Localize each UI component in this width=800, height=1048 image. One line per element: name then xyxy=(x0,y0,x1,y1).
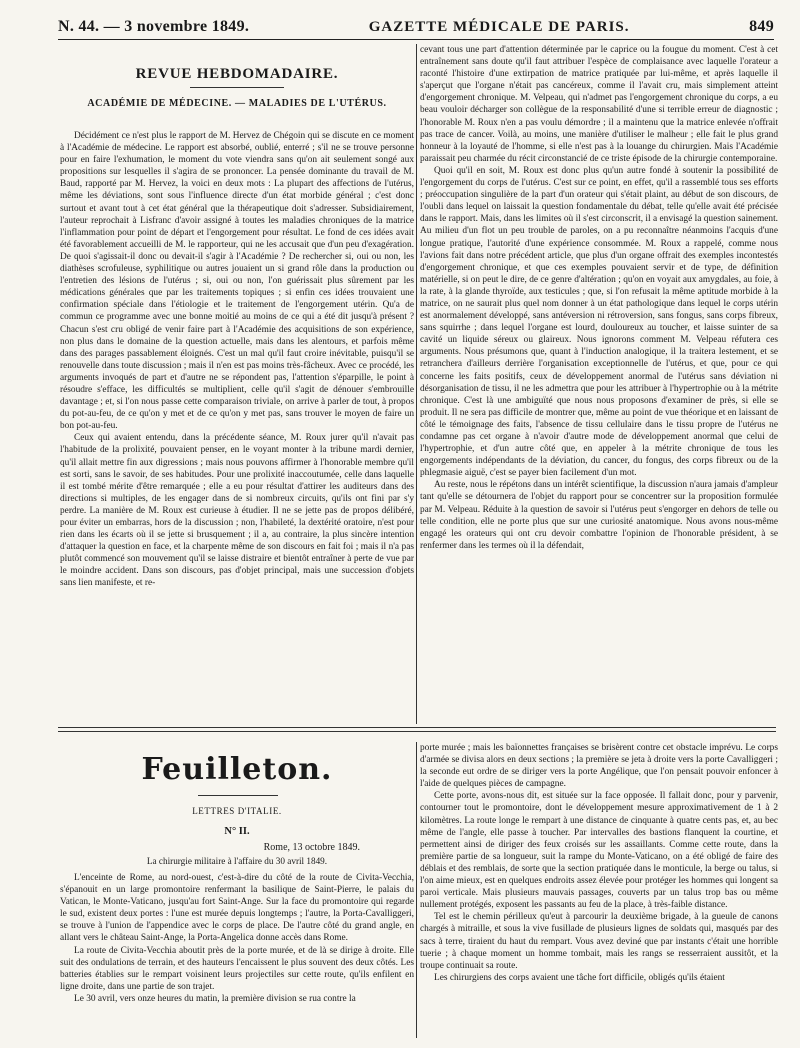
feuilleton-separator-thin xyxy=(58,731,776,732)
section-subtitle: ACADÉMIE DE MÉDECINE. — MALADIES DE L'UTÉRUS. xyxy=(87,98,387,109)
article-right-column xyxy=(420,44,778,722)
paragraph: Les chirurgiens des corps avaient une tâche fort difficile, obligés qu'ils étaient xyxy=(434,972,725,983)
paragraph: La route de Civita-Vecchia aboutit près de la porte murée, et de là se dirige à droite. Elle suit des ondulations de terrain, et des hauteurs l'encaissent le plus souvent des deux côtés. Les batteries établies sur le rempart voisinent leurs projectiles sur cette route, qu'ils enfilent en ligne droite, dans une partie de son trajet. xyxy=(60,945,414,992)
page-number: 849 xyxy=(749,18,774,35)
paragraph: Cette porte, avons-nous dit, est située sur la face opposée. Il fallait donc, pour y parvenir, contourner tout le promontoire, dont le développement mesure approximativement de 1 à 2 kilomètres. La route longe le rempart à une distance de cinquante à quatre cents pas, et, au bec même de l'angle, elle passe à toucher. Par intervalles des bastions flanquent la courtine, et permettent ainsi de diriger des feux croisés sur les assaillants. Comme cette route, dans la première partie de sa longueur, suit la rampe du Monte-Vaticano, on a été obligé de faire des déblais et des remblais, de sorte que la section pratiquée dans le monticule, la berge ou talus, si l'on aime mieux, est en quelques endroits assez élevée pour protéger les hommes qui longent sa paroi verticale. Mais plusieurs mauvais passages, couverts par un talus trop bas ou même nullement protégés, exposent les passants au feu de la place, à très-faible distance. xyxy=(420,791,778,911)
page-header xyxy=(58,14,774,40)
column-divider-bottom xyxy=(416,742,417,1038)
feuilleton-subtitle: La chirurgie militaire à l'affaire du 30 avril 1849. xyxy=(146,856,328,866)
feuilleton-rule xyxy=(198,795,278,796)
issue-number: N. 44. — 3 novembre 1849. xyxy=(58,18,250,35)
feuilleton-right-column xyxy=(420,742,778,1042)
paragraph: cevant tous une part d'attention déterminée par le caprice ou la fougue du moment. C'est à cet entraînement sans doute qu'il faut attribuer l'espèce de complaisance avec laquelle l'orateur a raconté l'histoire d'une extirpation de matrice pratiquée par lui-même, et après laquelle il s'aperçut que l'organe n'était pas cancéreux, comme il l'avait cru, mais simplement atteint d'engorgement chronique. M. Velpeau, qui n'admet pas l'engorgement chronique du corps, a eu beau vouloir décharger son collègue de la responsabilité d'une si terrible erreur de diagnostic ; l'honorable M. Roux n'en a pas voulu démordre ; il a maintenu que la matrice enlevée n'offrait pas trace de cancer. Voilà, au moins, une manière d'utiliser le malheur ; elle fait le plus grand honneur à la loyauté de l'homme, si elle n'est pas à la louange du chirurgien. Mais l'Académie paraissait peu charmée du récit circonstancié de ce triste épisode de la chirurgie contemporaine. xyxy=(420,45,778,164)
title-rule xyxy=(190,87,284,88)
paragraph: Quoi qu'il en soit, M. Roux est donc plus qu'un autre fondé à soutenir la possibilité de l'engorgement du corps de l'utérus. C'est sur ce point, en effet, qu'il a rassemblé tous ses efforts ; préoccupation singulière de la part d'un orateur qui s'était plaint, au début de son discours, de l'oubli dans lequel on laissait la question fondamentale du débat, telle qu'elle avait été précisée dans le rapport. Mais, dans les limites où il s'est circonscrit, il a envisagé la question sainement. Au milieu d'un flot un peu trouble de paroles, on a pu reconnaître néanmoins l'acquis d'une longue pratique, l'autorité d'une expérience consommée. M. Roux a rappelé, comme nous l'avions fait dans notre précédent article, que plus d'un organe offrait des exemples incontestés d'engorgement chronique, et que ces exemples pouvaient servir et de type, de définition matérielle, si on peut le dire, de ce genre d'altération ; qu'on en voyait aux amygdales, au foie, à la rate, à la glande thyroïde, aux testicules ; que, si l'on refusait la même aptitude morbide à la matrice, on ne saurait plus quel nom donner à un état pathologique dans lequel le corps utérin est anormalement développé, sans antéversion ni rétroversion, sans fongus, sans corps fibreux, sans squirrhe ; dans lequel l'organe est lourd, douloureux au toucher, et laisse suinter de sa cavité un liquide séreux ou glaireux. Nous ignorons comment M. Velpeau réfutera ces arguments. Nous présumons que, quant à l'induction analogique, il la traitera lestement, et se retranchera d'ailleurs derrière l'organisation exceptionnelle de l'utérus, et que, pour ce qui concerne les faits positifs, ceux de développement anormal de l'utérus sans déviation ni désorganisation de tissu, il ne les admettra que pour les attribuer à l'hypertrophie ou à la métrite chronique. C'est là une ambiguïté que nous nous proposons d'examiner de près, si elle se produit. Il ne sera pas difficile de montrer que, même au point de vue théorique et en laissant de côté le témoignage des faits, l'absence de tissu cellulaire dans le tissu propre de l'utérus ne condamne pas cet organe à n'avoir d'autre mode de développement anormal que celui de l'hypertrophie, et d'un autre côté que, en appeler à la métrite chronique de tous les engorgements indépendants de la déviation, du cancer, du fongus, des corps fibreux ou de la phlegmasie aiguë, c'est se payer bien facilement d'un mot. xyxy=(420,165,778,479)
column-divider-top xyxy=(416,44,417,724)
paragraph: Le 30 avril, vers onze heures du matin, la première division se rua contre la xyxy=(74,993,356,1004)
paragraph: Ceux qui avaient entendu, dans la précédente séance, M. Roux jurer qu'il n'avait pas l'habitude de la prolixité, pouvaient penser, en le voyant monter à la tribune mardi dernier, qu'il allait mettre fin aux digressions ; mais nous pouvons affirmer à l'honorable membre qu'il est sorti, sans le savoir, de ses habitudes. Pour une prolixité inaccoutumée, celle dans laquelle il est tombé mérite d'être remarquée ; elle a eu pour résultat d'attirer les auditeurs dans des directions si multiples, de les engager dans de si nombreux circuits, qu'ils ont fini par s'y perdre. La manière de M. Roux est curieuse à étudier. Il ne se jette pas de propos délibéré, pour éviter un embarras, hors de la discussion ; non, l'habileté, la dextérité oratoire, n'est pour rien dans les écarts où il se jette si brusquement ; il a, au contraire, la plus sincère intention d'attaquer la question en face, et la charpente même de son discours en fait foi ; mais il n'a pas plutôt commencé son mouvement qu'il se laisse distraire et bientôt entraîner à perte de vue par le moindre accident. Dans son discours, pas d'objet principal, mais une succession d'objets sans lien manifeste, et re- xyxy=(60,433,414,589)
dateline: Rome, 13 octobre 1849. xyxy=(263,842,360,853)
feuilleton-left-column xyxy=(60,872,414,1042)
paragraph: Décidément ce n'est plus le rapport de M. Hervez de Chégoin qui se discute en ce moment à l'Académie de médecine. Le rapport est absorbé, oublié, enterré ; s'il ne se trouve personne pour en faire l'exhumation, le moment du vote viendra sans qu'on ait seulement songé aux propositions sur lesquelles il s'agira de se prononcer. La pensée dominante du travail de M. Baud, rapporté par M. Hervez, la voici en deux mots : La plupart des affections de l'utérus, même les déviations, sont sous l'influence directe d'un état morbide général ; c'est donc surtout et avant tout à cet état général que la thérapeutique doit s'adresser. Subsidiairement, l'auteur reprochait à Lisfranc d'avoir assigné à toutes les maladies chroniques de la matrice l'inflammation pour point de départ et l'engorgement pour résultat. Le fond de ces idées avait été favorablement accueilli de M. le rapporteur, qui ne les accusait que d'un peu d'exagération. De quoi s'agissait-il donc ou devait-il s'agir à l'Académie ? De rechercher si, oui ou non, les diathèses scrofuleuse, syphilitique ou autres jouaient un si grand rôle dans la production ou l'entretien des lésions de l'utérus ; si, oui ou non, l'on guérissait plus sûrement par les médications générales que par les traitements topiques ; si enfin ces idées trouvaient une confirmation spéciale dans l'étiologie et le traitement de l'engorgement utérin. Qu'a de commun ce programme avec une bonne moitié au moins de ce qui a été dit jusqu'à présent ? Chacun s'est cru obligé de venir faire part à l'Académie des acquisitions de son expérience, non plus dans le domaine de la question actuelle, mais dans les alentours, et parfois même dans des parages passablement éloignés. C'est un mal qu'il faut croire inévitable, puisqu'il se renouvelle dans toute discussion ; mais il n'en est pas moins très-fâcheux. Avec ce procédé, les arguments invoqués de part et d'autre ne se répondent pas, l'attention s'éparpille, le point à résoudre s'efface, les difficultés se multiplient, celle qu'il s'agit de dénouer s'embrouille davantage ; et, si l'on nous passe cette comparaison triviale, on arrive à parler de tout, à propos du pot-au-feu, de ce qu'on y met et de ce qu'on y met pas, sans trouver le moyen de faire un bon pot-au-feu. xyxy=(60,131,414,432)
article-left-column xyxy=(60,130,414,722)
series-title: LETTRES D'ITALIE. xyxy=(192,806,282,816)
paragraph: Tel est le chemin périlleux qu'eut à parcourir la deuxième brigade, à la gueule de canons chargés à mitraille, et sous la vive fusillade de plusieurs lignes de soldats qui, masqués par des sacs à terre, tiraient du haut du rempart. Vous avez deviné que par instants c'était une horrible tuerie ; à chaque moment un homme tombait, mais les rangs se resserraient aussitôt, et la troupe continuait sa route. xyxy=(420,912,778,971)
paragraph: Au reste, nous le répétons dans un intérêt scientifique, la discussion n'aura jamais d'ampleur tant qu'elle se détournera de l'objet du rapport pour se concentrer sur la proposition formulée par M. Velpeau. Réduite à la question de savoir si l'utérus peut s'engorger en dehors de telle ou telle condition, elle ne porte plus que sur une curiosité anatomique. Nous avons nous-même engagé les orateurs qui ont cru devoir combattre l'opinion de l'honorable président, à se renfermer dans les termes où il la défendait, xyxy=(420,480,778,551)
paragraph: porte murée ; mais les baïonnettes françaises se brisèrent contre cet obstacle imprévu. Le corps d'armée se divisa alors en deux sections ; la première se jeta à droite vers la porte Cavalliggeri ; la seconde eut ordre de se diriger vers la porte Angélique, que l'on pensait pouvoir enfoncer à l'aide de quelques pièces de campagne. xyxy=(420,743,778,790)
feuilleton-separator xyxy=(58,727,776,728)
section-title: REVUE HEBDOMADAIRE. xyxy=(135,66,339,82)
letter-number: N° II. xyxy=(224,826,250,837)
paragraph: L'enceinte de Rome, au nord-ouest, c'est-à-dire du côté de la route de Civita-Vecchia, s'épanouit en un large promontoire renfermant la basilique de Saint-Pierre, le palais du Vatican, le Monte-Vaticano, jusqu'au fort Saint-Ange. Sur la face du promontoire qui regarde le sud, existent deux portes : l'une est murée depuis longtemps ; l'autre, la Porta-Cavalliggeri, se trouve à l'union de l'appendice avec le corps de place. De l'autre côté du grand angle, en allant vers le château Saint-Ange, la Porta-Angelica donne accès dans Rome. xyxy=(60,873,414,944)
feuilleton-heading: Feuilleton. xyxy=(141,752,333,787)
journal-title: GAZETTE MÉDICALE DE PARIS. xyxy=(368,19,630,35)
